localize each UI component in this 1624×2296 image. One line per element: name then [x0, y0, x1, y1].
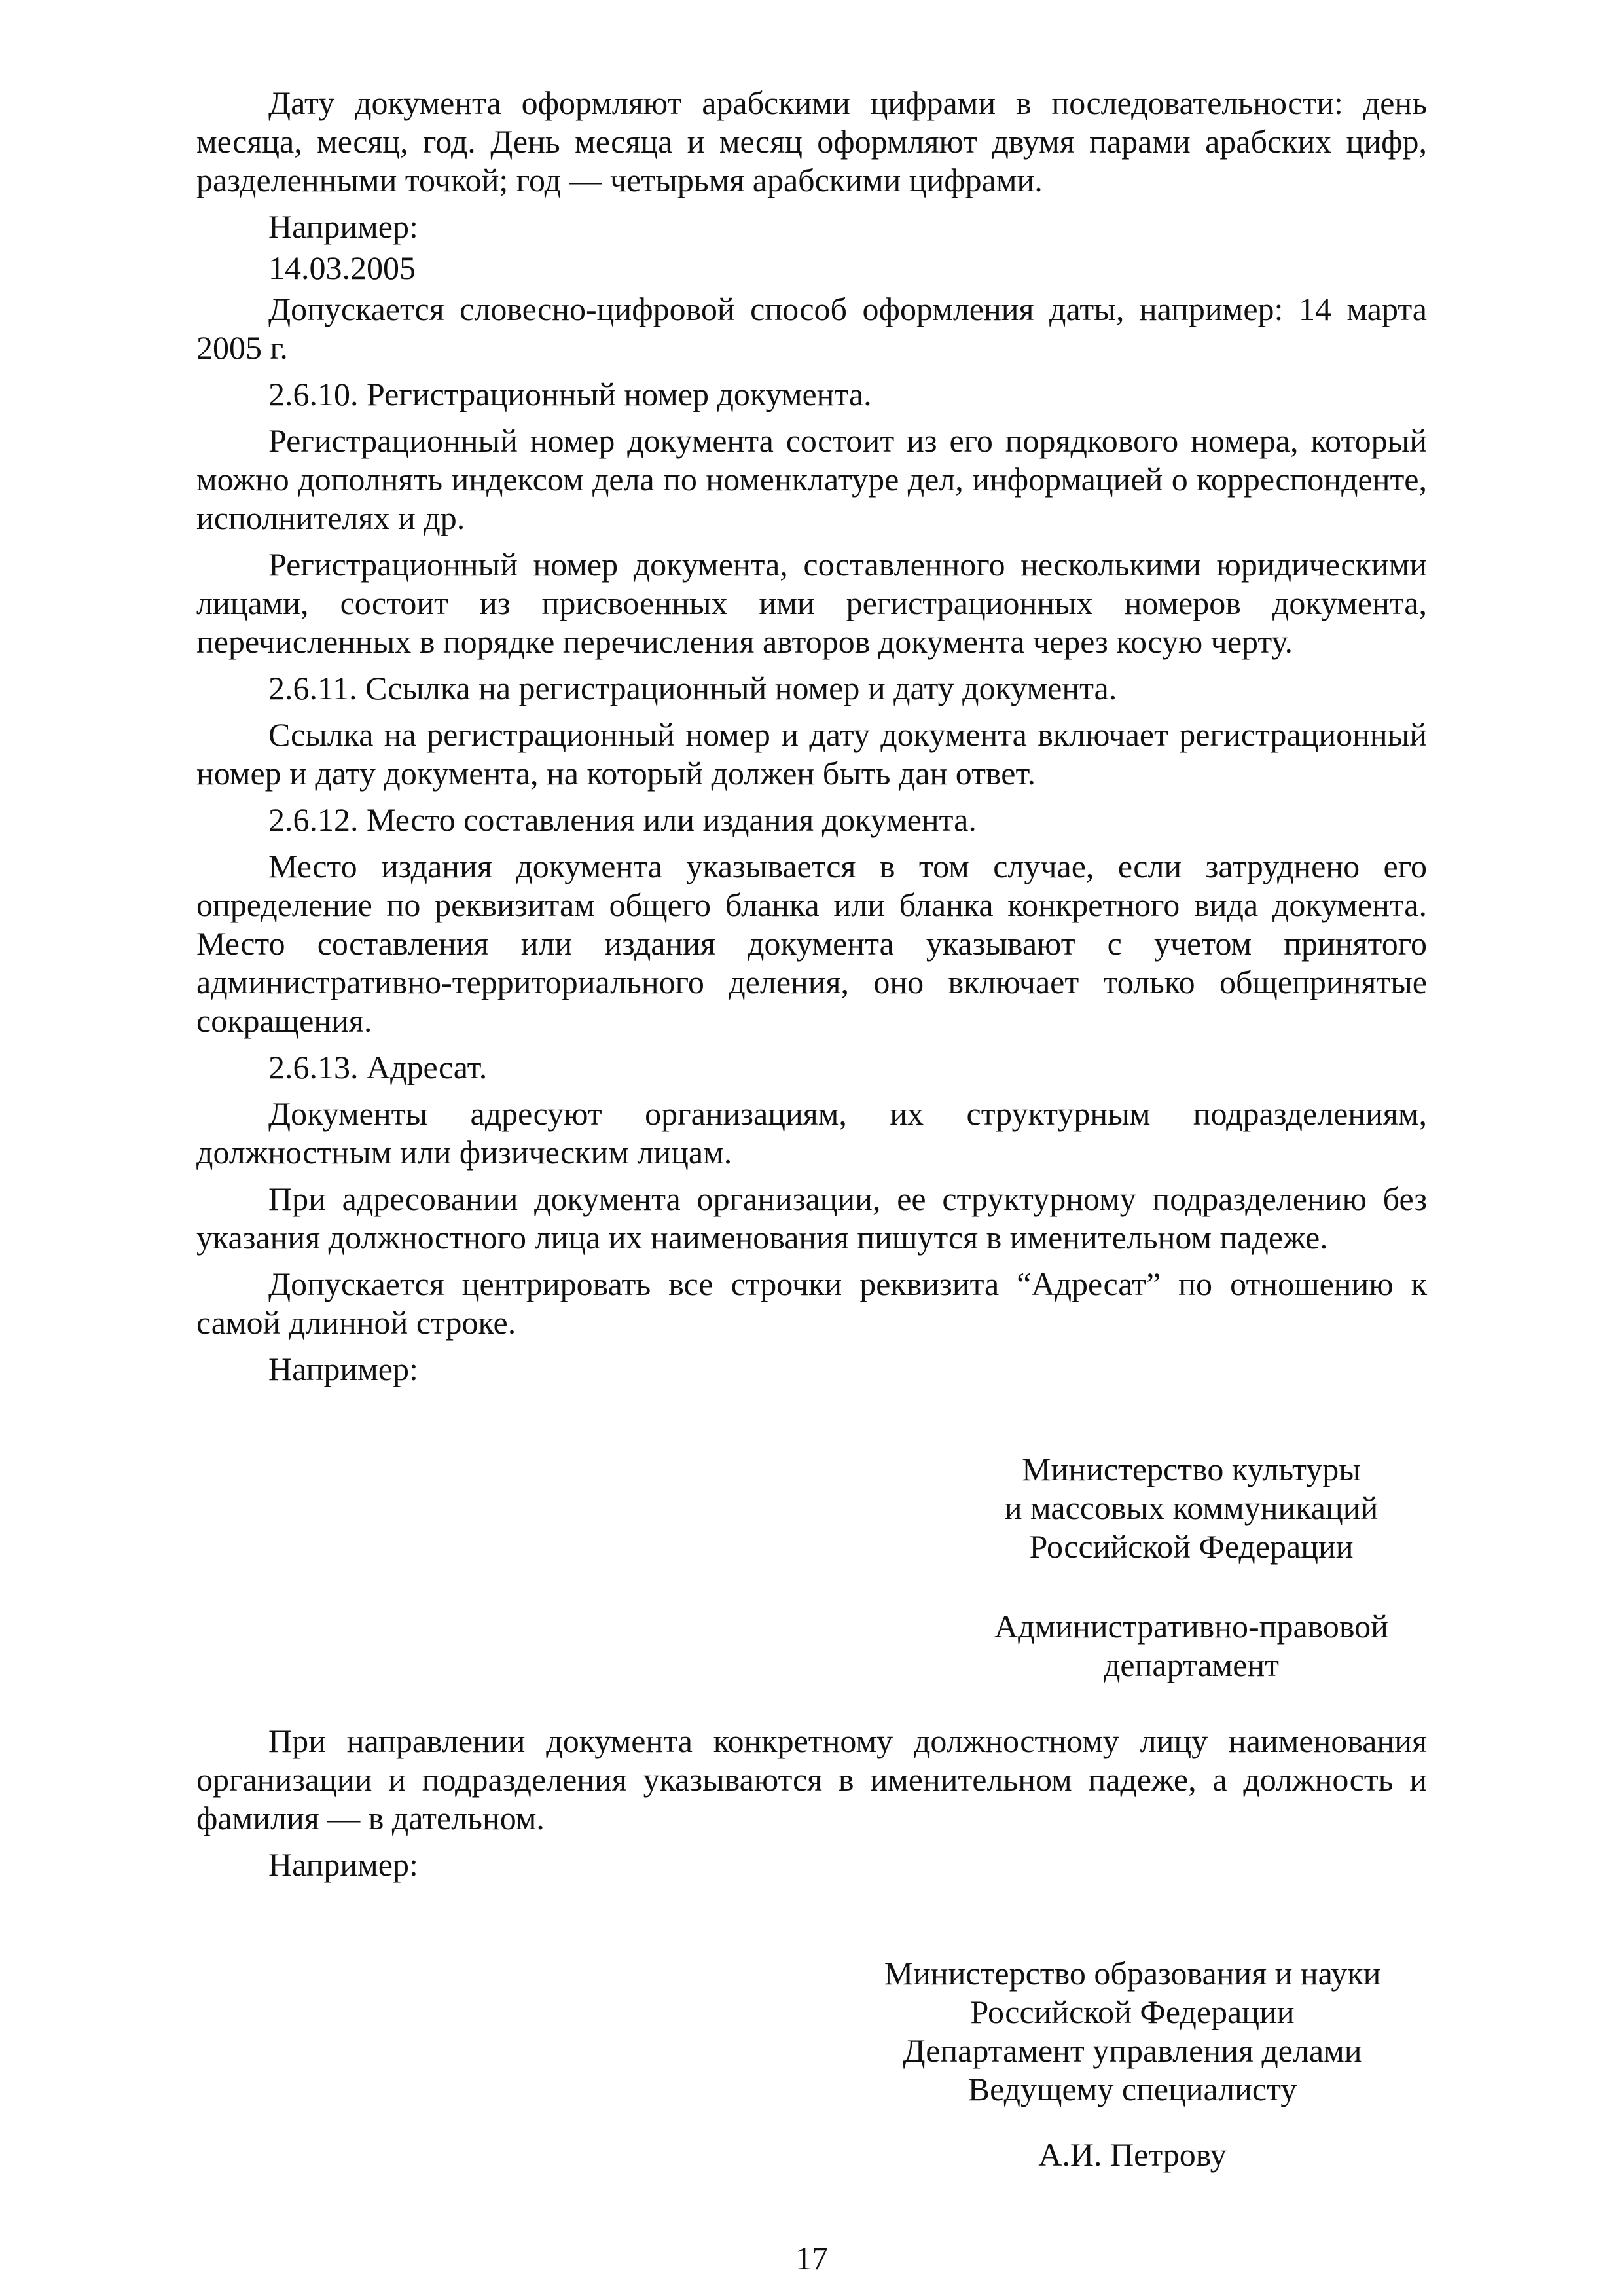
section-heading-2-6-12: 2.6.12. Место составления или издания документа.: [268, 801, 977, 838]
body-text: [196, 84, 1427, 1396]
addressee-line: Министерство культуры: [1022, 1451, 1361, 1487]
body-text-2: [196, 1722, 1427, 1892]
example-addressee-1: [943, 1450, 1440, 1566]
addressee-name: А.И. Петрову: [1038, 2136, 1227, 2173]
addressee-line: департамент: [1103, 1647, 1280, 1683]
section-heading-2-6-13: 2.6.13. Адресат.: [268, 1049, 488, 1085]
paragraph-addressee-org: При адресовании документа организации, ее структурному подразделению без указания должностного лица их наименования пишутся в именительном падеже.: [196, 1180, 1427, 1256]
addressee-line: Департамент управления делами: [903, 2032, 1362, 2069]
page-number: 17: [795, 2240, 828, 2276]
addressee-line: и массовых коммуникаций: [1004, 1489, 1379, 1526]
paragraph-date-format: Дату документа оформляют арабскими цифрами в последовательности: день месяца, месяц, год. День месяца и месяц оформляют двумя парами арабских цифр, разделенными точкой; год — четырьмя арабскими цифрами.: [196, 84, 1427, 198]
paragraph-official: При направлении документа конкретному должностному лицу наименования организации и подразделения указываются в именительном падеже, а должность и фамилия — в дательном.: [196, 1722, 1427, 1836]
paragraph-verbal-date: Допускается словесно-цифровой способ оформления даты, например: 14 марта 2005 г.: [196, 291, 1427, 366]
example-date: 14.03.2005: [268, 249, 416, 286]
paragraph-reg-number: Регистрационный номер документа состоит из его порядкового номера, который можно дополнять индексом дела по номенклатуре дел, информацией о корреспонденте, исполнителях и др.: [196, 422, 1427, 536]
addressee-line: Ведущему специалисту: [967, 2071, 1297, 2107]
example-addressee-1-department: [943, 1607, 1440, 1685]
example-addressee-2: [825, 1954, 1440, 2109]
example-label: Например:: [268, 208, 418, 245]
example-label-2: Например:: [268, 1351, 418, 1387]
addressee-line: Министерство образования и науки: [884, 1955, 1381, 1992]
paragraph-place: Место издания документа указывается в том случае, если затруднено его определение по реквизитам общего бланка или бланка конкретного вида документа. Место составления или издания документа указывают с учетом принятого административно-территориального деления, оно включает только общепринятые сокращения.: [196, 848, 1427, 1039]
paragraph-centering: Допускается центрировать все строчки реквизита “Адресат” по отношению к самой длинной строке.: [196, 1266, 1427, 1341]
section-heading-2-6-10: 2.6.10. Регистрационный номер документа.: [268, 376, 872, 412]
example-label-3: Например:: [268, 1846, 418, 1883]
paragraph-addressee: Документы адресуют организациям, их структурным подразделениям, должностным или физическим лицам.: [196, 1095, 1427, 1171]
paragraph-reg-number-joint: Регистрационный номер документа, составленного несколькими юридическими лицами, состоит из присвоенных ими регистрационных номеров документа, перечисленных в порядке перечисления авторов документа через косую черту.: [196, 546, 1427, 660]
addressee-line: Административно-правовой: [994, 1608, 1388, 1645]
section-heading-2-6-11: 2.6.11. Ссылка на регистрационный номер и дату документа.: [268, 670, 1117, 706]
addressee-line: Российской Федерации: [1029, 1528, 1354, 1565]
addressee-line: Российской Федерации: [970, 1994, 1295, 2030]
paragraph-reference: Ссылка на регистрационный номер и дату документа включает регистрационный номер и дату документа, на который должен быть дан ответ.: [196, 716, 1427, 792]
